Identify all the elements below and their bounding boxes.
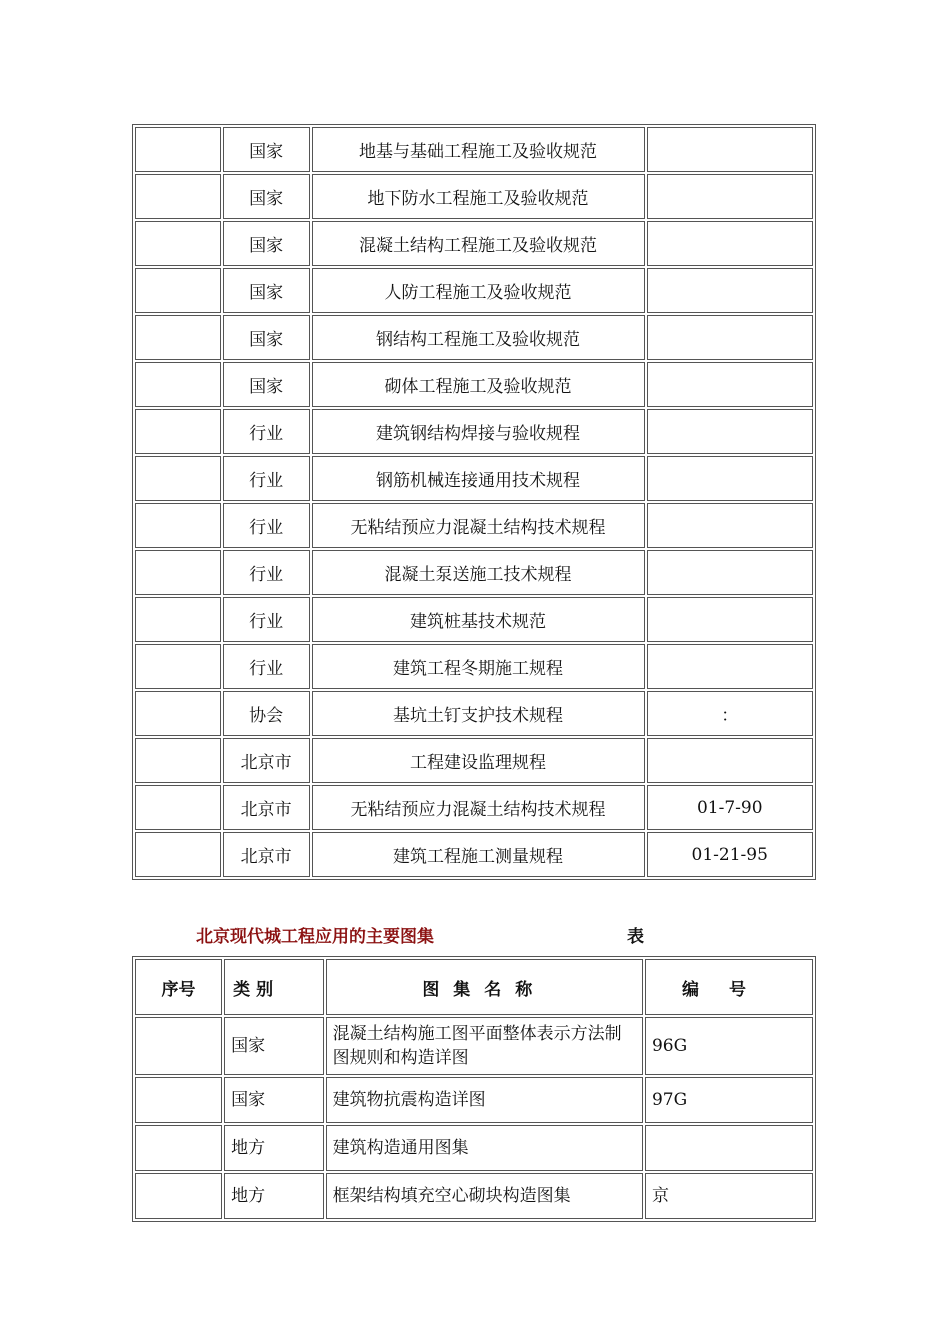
table-row: [135, 1173, 813, 1219]
cell-serial: [135, 691, 221, 736]
table-row: [135, 221, 813, 266]
cell-title: 无粘结预应力混凝土结构技术规程: [312, 503, 645, 548]
cell-title: 地下防水工程施工及验收规范: [312, 174, 645, 219]
cell-category: 行业: [223, 456, 310, 501]
cell-category: 北京市: [223, 738, 310, 783]
cell-serial: [135, 1017, 222, 1075]
table-row: [135, 174, 813, 219]
table-row: [135, 315, 813, 360]
cell-serial: [135, 221, 221, 266]
header-serial: 序号: [135, 959, 222, 1015]
table-row: [135, 1125, 813, 1171]
cell-number: 京: [645, 1173, 813, 1219]
cell-number: [647, 268, 814, 313]
table-row: [135, 503, 813, 548]
cell-title: 工程建设监理规程: [312, 738, 645, 783]
cell-title: 混凝土结构工程施工及验收规范: [312, 221, 645, 266]
cell-category: 协会: [223, 691, 310, 736]
cell-title: 建筑桩基技术规范: [312, 597, 645, 642]
cell-category: 国家: [224, 1077, 324, 1123]
cell-number: [647, 738, 814, 783]
cell-category: 国家: [223, 221, 310, 266]
cell-serial: [135, 127, 221, 172]
cell-title: 建筑工程冬期施工规程: [312, 644, 645, 689]
cell-number: [647, 644, 814, 689]
table-row: [135, 1017, 813, 1075]
cell-category: 行业: [223, 550, 310, 595]
table-row: [135, 1077, 813, 1123]
cell-title: 混凝土结构施工图平面整体表示方法制图规则和构造详图: [326, 1017, 643, 1075]
cell-serial: [135, 315, 221, 360]
table-row: [135, 644, 813, 689]
atlas-table: [132, 956, 816, 1222]
cell-number: 01-21-95: [647, 832, 814, 877]
cell-number: 96G: [645, 1017, 813, 1075]
table-row: [135, 785, 813, 830]
cell-number: [647, 362, 814, 407]
cell-category: 国家: [223, 362, 310, 407]
cell-title: 地基与基础工程施工及验收规范: [312, 127, 645, 172]
atlas-table-body: [135, 1017, 813, 1219]
table-row: [135, 597, 813, 642]
table-row: [135, 738, 813, 783]
cell-category: 地方: [224, 1125, 324, 1171]
table-row: [135, 127, 813, 172]
cell-serial: [135, 1173, 222, 1219]
cell-category: 行业: [223, 644, 310, 689]
cell-title: 钢筋机械连接通用技术规程: [312, 456, 645, 501]
cell-category: 国家: [223, 315, 310, 360]
cell-serial: [135, 597, 221, 642]
cell-title: 建筑工程施工测量规程: [312, 832, 645, 877]
cell-category: 国家: [223, 127, 310, 172]
cell-number: [647, 315, 814, 360]
caption-title: 北京现代城工程应用的主要图集: [196, 927, 434, 947]
cell-serial: [135, 1077, 222, 1123]
table-caption: [0, 922, 950, 948]
cell-number: 01-7-90: [647, 785, 814, 830]
cell-number: [647, 456, 814, 501]
cell-title: 建筑钢结构焊接与验收规程: [312, 409, 645, 454]
header-category: 类别: [224, 959, 324, 1015]
cell-serial: [135, 785, 221, 830]
cell-number: ：: [647, 691, 814, 736]
cell-serial: [135, 268, 221, 313]
standards-table: [132, 124, 816, 880]
cell-serial: [135, 550, 221, 595]
cell-category: 行业: [223, 597, 310, 642]
table-row: [135, 832, 813, 877]
cell-title: 混凝土泵送施工技术规程: [312, 550, 645, 595]
cell-serial: [135, 1125, 222, 1171]
cell-title: 建筑构造通用图集: [326, 1125, 643, 1171]
cell-title: 人防工程施工及验收规范: [312, 268, 645, 313]
cell-number: [647, 127, 814, 172]
cell-serial: [135, 174, 221, 219]
cell-category: 行业: [223, 503, 310, 548]
cell-serial: [135, 832, 221, 877]
table-row: [135, 456, 813, 501]
cell-number: [647, 174, 814, 219]
cell-serial: [135, 409, 221, 454]
table-row: [135, 550, 813, 595]
cell-title: 无粘结预应力混凝土结构技术规程: [312, 785, 645, 830]
cell-title: 框架结构填充空心砌块构造图集: [326, 1173, 643, 1219]
table-row: [135, 409, 813, 454]
header-atlas-name: 图集名称: [326, 959, 643, 1015]
caption-tail: 表: [627, 927, 644, 947]
cell-number: [647, 550, 814, 595]
table-row: [135, 691, 813, 736]
cell-serial: [135, 503, 221, 548]
cell-category: 国家: [224, 1017, 324, 1075]
cell-category: 国家: [223, 174, 310, 219]
table-row: [135, 268, 813, 313]
header-number: 编号: [645, 959, 813, 1015]
cell-category: 北京市: [223, 832, 310, 877]
cell-number: 97G: [645, 1077, 813, 1123]
cell-serial: [135, 644, 221, 689]
cell-title: 建筑物抗震构造详图: [326, 1077, 643, 1123]
cell-number: [647, 409, 814, 454]
cell-serial: [135, 738, 221, 783]
cell-title: 基坑土钉支护技术规程: [312, 691, 645, 736]
cell-serial: [135, 362, 221, 407]
cell-category: 北京市: [223, 785, 310, 830]
cell-number: [645, 1125, 813, 1171]
standards-table-body: [135, 127, 813, 877]
cell-category: 行业: [223, 409, 310, 454]
table-row: [135, 362, 813, 407]
cell-title: 钢结构工程施工及验收规范: [312, 315, 645, 360]
cell-number: [647, 221, 814, 266]
cell-category: 国家: [223, 268, 310, 313]
cell-number: [647, 597, 814, 642]
cell-category: 地方: [224, 1173, 324, 1219]
atlas-header-row: [135, 959, 813, 1015]
cell-serial: [135, 456, 221, 501]
cell-number: [647, 503, 814, 548]
cell-title: 砌体工程施工及验收规范: [312, 362, 645, 407]
